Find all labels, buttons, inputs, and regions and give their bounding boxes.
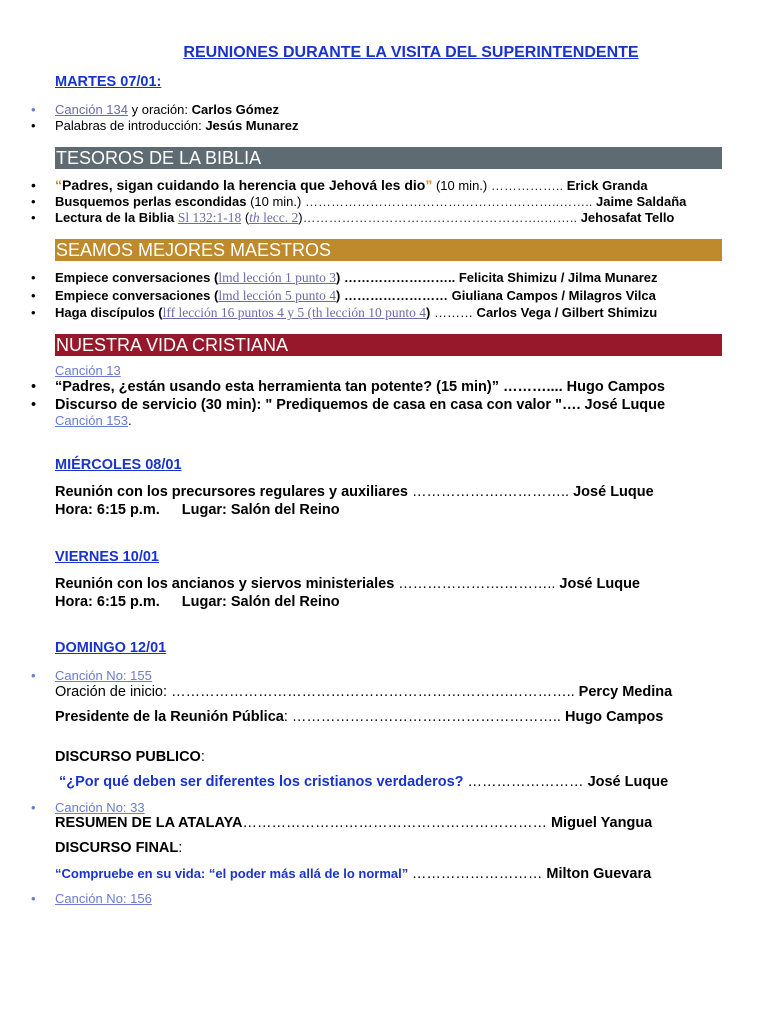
tesoros-list (55, 177, 725, 226)
meeting-line: Reunión con los precursores regulares y auxiliares ……………….………….. José Luque (55, 484, 654, 500)
list-item: • “Padres, sigan cuidando la herencia que Jehová les dio” (10 min.) …………….. Erick Granda (55, 177, 725, 194)
song-link[interactable]: Canción 153 (55, 413, 128, 428)
list-item: • Lectura de la Biblia Sl 132:1-18 (th lecc. 2)………………………………………………..…….. Jehosafat Tello (55, 210, 725, 226)
final-talk-heading: DISCURSO FINAL: (55, 840, 183, 856)
list-item (55, 668, 725, 684)
public-talk-heading: DISCURSO PUBLICO: (55, 749, 205, 765)
lesson-link[interactable]: lmd lección 1 punto 3 (218, 270, 337, 285)
watchtower-line: RESUMEN DE LA ATALAYA……………………………………………………… Miguel Yangua (55, 815, 653, 831)
meeting-time: Hora: 6:15 p.m. Lugar: Salón del Reino (55, 502, 340, 518)
list-item: • Palabras de introducción: Jesús Munarez (55, 118, 725, 134)
maestros-list (55, 269, 725, 322)
vida-list (55, 378, 725, 414)
song-link[interactable]: Canción No: 155 (55, 668, 152, 683)
bible-reference-link[interactable]: Sl 132:1-18 (177, 210, 242, 225)
day-heading-martes: MARTES 07/01: (55, 74, 162, 90)
song-link[interactable]: Canción No: 156 (55, 891, 152, 906)
domingo-song-list-2 (55, 800, 725, 816)
list-item: • Empiece conversaciones (lmd lección 5 punto 4) …………………… Giuliana Campos / Milagros Vilca (55, 287, 725, 305)
final-talk-line: “Compruebe en su vida: “el poder más allá de lo normal” ……………………… Milton Guevara (55, 866, 652, 882)
public-talk-line: “¿Por qué deben ser diferentes los cristianos verdaderos? …………………… José Luque (59, 774, 669, 790)
day-heading-domingo: DOMINGO 12/01 (55, 640, 167, 656)
song-link[interactable]: Canción No: 33 (55, 800, 145, 815)
list-item (55, 800, 725, 816)
day-heading-viernes: VIERNES 10/01 (55, 549, 159, 565)
list-item: • Empiece conversaciones (lmd lección 1 punto 3) …………………….. Felicita Shimizu / Jilma Munarez (55, 269, 725, 287)
prayer-line: Oración de inicio: …………………………………………………………….………….. Percy Medina (55, 684, 673, 700)
song-link[interactable]: Canción 134 (55, 102, 128, 117)
president-line: Presidente de la Reunión Pública: ……………………………………………….. Hugo Campos (55, 709, 664, 725)
study-link-rest[interactable]: lecc. 2 (259, 210, 299, 225)
day-heading-miercoles: MIÉRCOLES 08/01 (55, 457, 182, 473)
list-item (55, 891, 725, 907)
domingo-song-list-3 (55, 891, 725, 907)
section-band-tesoros: TESOROS DE LA BIBLIA (55, 147, 722, 169)
lesson-link[interactable]: lmd lección 5 punto 4 (218, 287, 337, 303)
meeting-line: Reunión con los ancianos y siervos ministeriales ………………….……….. José Luque (55, 576, 640, 592)
list-item: • Haga discípulos (lff lección 16 puntos 4 y 5 (th lección 10 punto 4) ……… Carlos Vega / Gilbert Shimizu (55, 304, 725, 322)
song-line: Canción 153. (55, 413, 132, 428)
page-title: REUNIONES DURANTE LA VISITA DEL SUPERINTENDENTE (183, 44, 639, 61)
list-item: • Busquemos perlas escondidas (10 min.) …………………………………………………..…….. Jaime Saldaña (55, 194, 725, 210)
list-item: • Discurso de servicio (30 min): " Prediquemos de casa en casa con valor "…. José Luque (55, 396, 725, 414)
list-item: • Canción 134 y oración: Carlos Gómez (55, 102, 725, 118)
song-link[interactable]: Canción 13 (55, 363, 121, 378)
list-item: • “Padres, ¿están usando esta herramienta tan potente? (15 min)” ……….... Hugo Campos (55, 378, 725, 396)
lesson-link[interactable]: lff lección 16 puntos 4 y 5 (th lección 10 punto 4 (162, 305, 426, 320)
domingo-song-list (55, 668, 725, 684)
section-band-vida: NUESTRA VIDA CRISTIANA (55, 334, 722, 356)
martes-list (55, 102, 725, 134)
study-link[interactable]: th (249, 210, 260, 225)
meeting-time: Hora: 6:15 p.m. Lugar: Salón del Reino (55, 594, 340, 610)
section-band-maestros: SEAMOS MEJORES MAESTROS (55, 239, 722, 261)
